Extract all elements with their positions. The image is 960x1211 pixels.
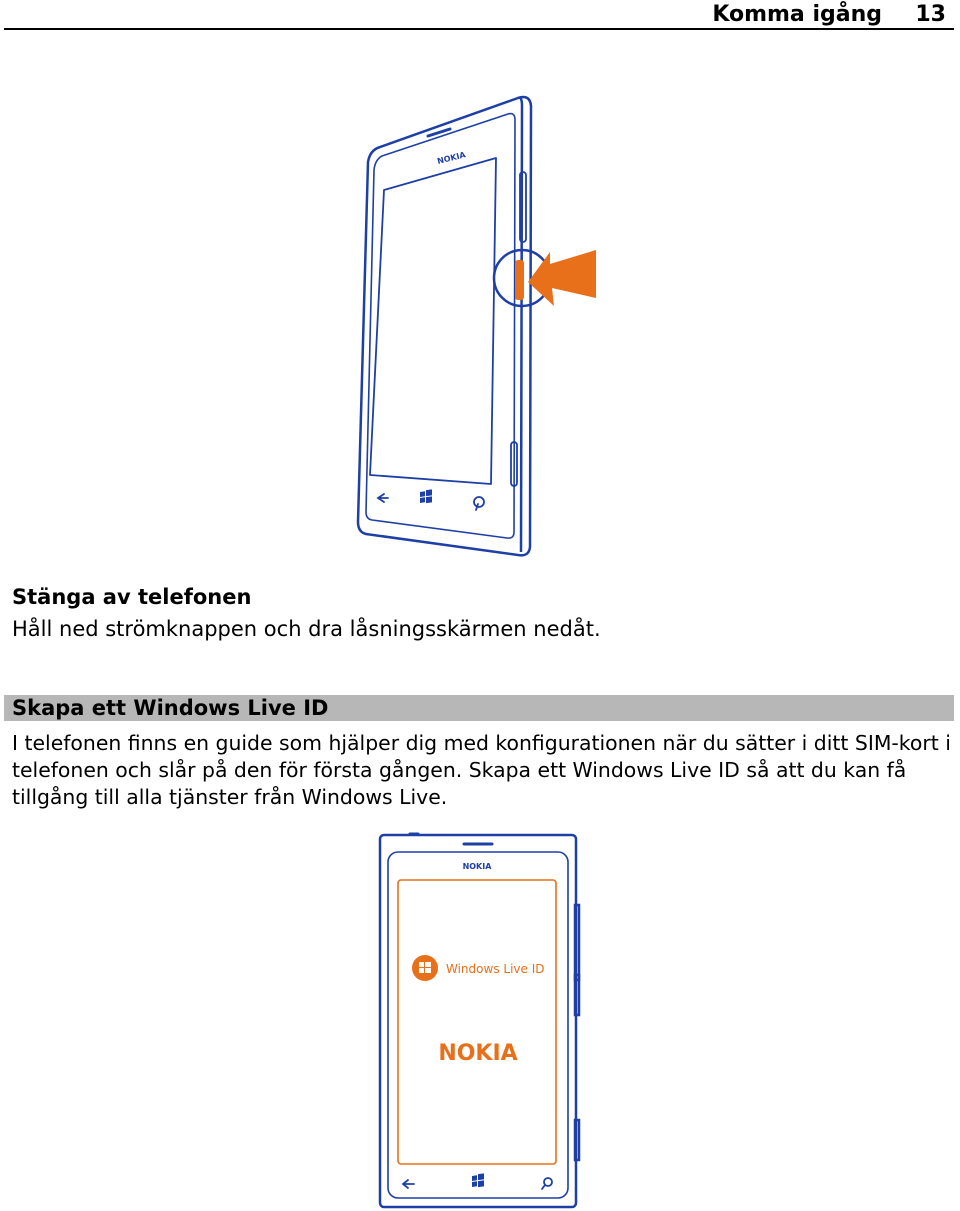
section-title-windows-live: Skapa ett Windows Live ID [12, 696, 329, 720]
page-number: 13 [915, 2, 946, 27]
phone-side-edge [518, 98, 522, 552]
back-icon [378, 494, 388, 502]
section-body-power-off: Håll ned strömknappen och dra låsningsskärmen nedåt. [12, 617, 601, 641]
windows-live-label: Windows Live ID [446, 962, 545, 976]
phone-screen [370, 158, 496, 484]
section-heading-band [4, 695, 954, 721]
phone-power-key-illustration [350, 92, 610, 562]
phone-windows-live-illustration [370, 830, 590, 1210]
arrow-icon [528, 250, 596, 306]
phone-brand: NOKIA [436, 150, 467, 166]
section-body-windows-live: I telefonen finns en guide som hjälper dig med konfigurationen när du sätter i ditt SIM-kort i telefonen och slår på den för första gången. Skapa ett Windows Live ID så att du kan få tillgång till alla tjänster från Windows Live. [12, 731, 951, 809]
power-key [515, 260, 524, 300]
phone-face [388, 852, 568, 1198]
phone-body [358, 97, 531, 555]
phone-brand-small: NOKIA [462, 862, 492, 871]
back-icon [403, 1180, 414, 1188]
nokia-logo-text: NOKIA [438, 1041, 518, 1066]
windows-icon [420, 489, 432, 504]
chapter-title: Komma igång [712, 2, 882, 27]
windows-icon [472, 1173, 484, 1188]
page-header [4, 0, 954, 30]
section-title-power-off: Stänga av telefonen [12, 585, 252, 609]
phone-screen [398, 880, 556, 1164]
search-icon [474, 497, 484, 510]
phone-body [380, 835, 576, 1207]
